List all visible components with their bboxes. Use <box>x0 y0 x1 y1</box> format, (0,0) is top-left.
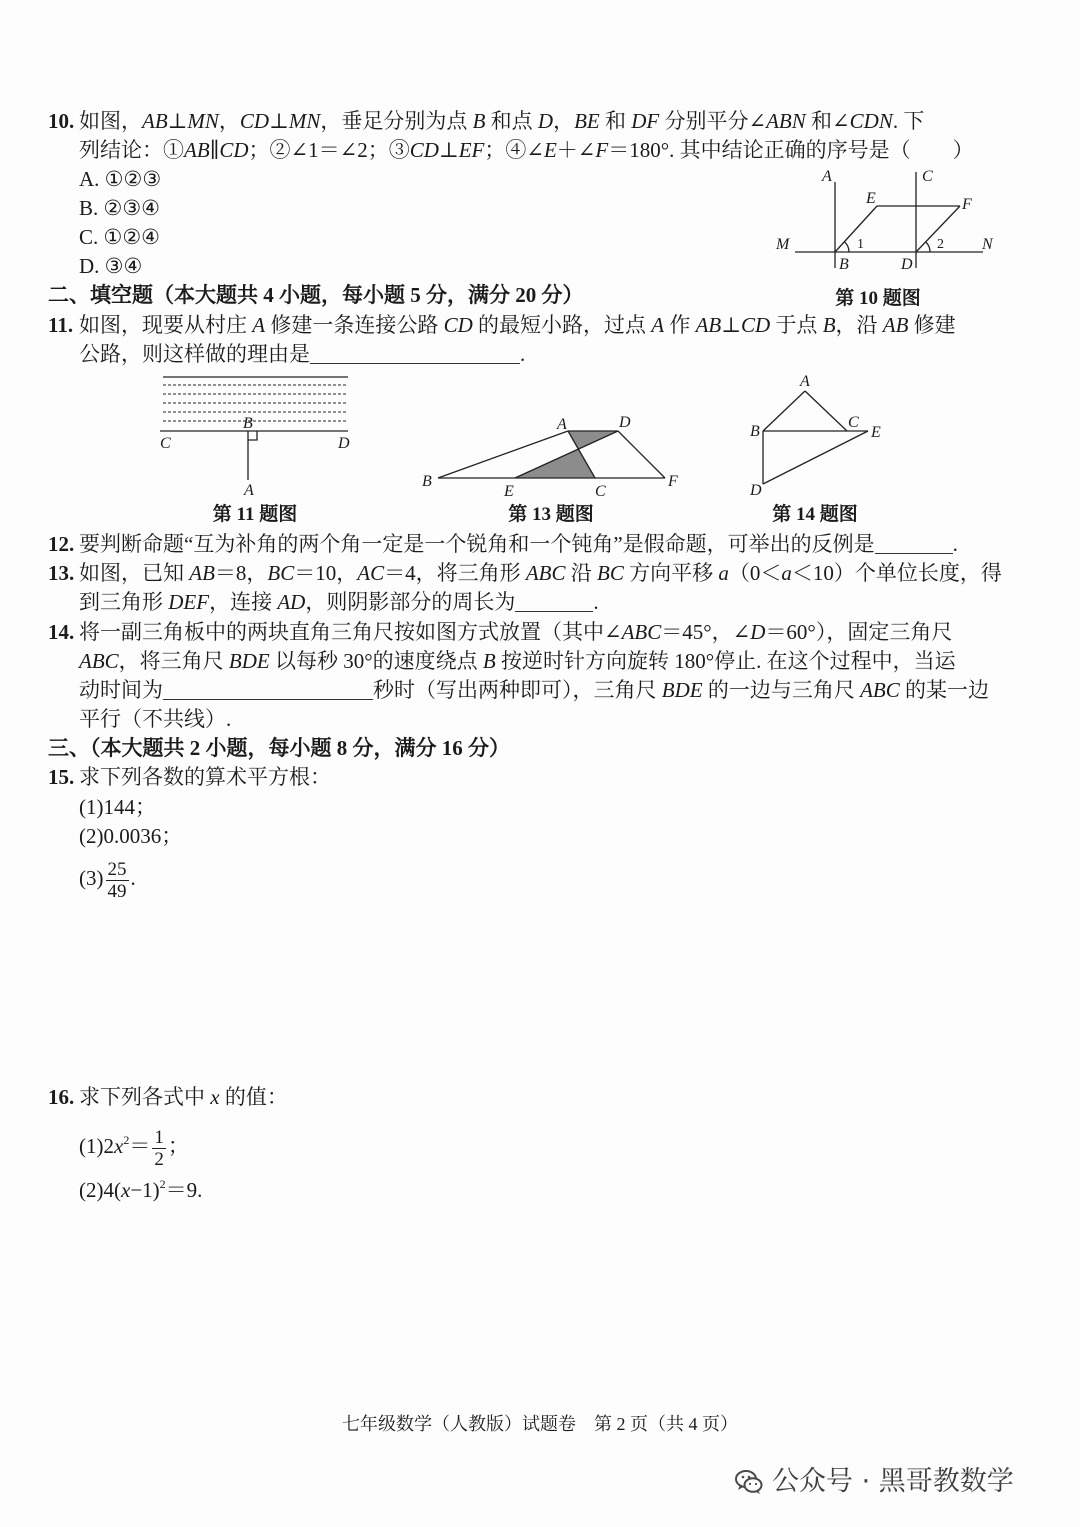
label-angle-1: 1 <box>857 237 864 252</box>
wechat-icon <box>734 1467 764 1497</box>
label-d: D <box>901 256 913 273</box>
math-variable: BDE <box>661 678 703 702</box>
text-run: ⊥ <box>438 138 459 162</box>
segment-ab <box>763 391 805 431</box>
label-b: B <box>750 423 760 440</box>
q15-line-1 <box>48 763 331 792</box>
text-run: ＜10）个单位长度，得 <box>791 561 1002 585</box>
math-variable: AB <box>189 561 215 585</box>
text-run: 列结论：① <box>79 138 184 162</box>
text-run: ， <box>218 109 240 133</box>
text-run: 和点 <box>485 109 538 133</box>
q11-text <box>79 342 310 366</box>
question-number: 16. <box>48 1085 75 1109</box>
math-variable: CD <box>409 138 439 162</box>
q15-item-1: (1)144； <box>79 795 156 819</box>
label-d: D <box>750 482 762 499</box>
text-run: 要判断命题“互为补角的两个角一定是一个锐角和一个钝角”是假命题，可举出的反例是 <box>79 532 875 556</box>
watermark-text: 公众号 · 黑哥教数学 <box>772 1466 1014 1497</box>
q13-period: . <box>593 590 599 614</box>
text-run: 的最短小路，过点 <box>472 313 652 337</box>
math-variable: B <box>822 313 836 337</box>
superscript: 2 <box>123 1133 130 1147</box>
q14-stem <box>79 620 952 644</box>
denominator: 2 <box>154 1148 164 1170</box>
figure-q11-caption: 第 11 题图 <box>212 504 298 525</box>
math-variable: AC <box>357 561 385 585</box>
text-run: 动时间为 <box>79 678 163 702</box>
question-number: 12. <box>48 532 75 556</box>
text-run: 的某一边 <box>899 678 989 702</box>
text-run: ＝180°. 其中结论正确的序号是（ ） <box>608 138 974 162</box>
text-run: (1)2 <box>79 1134 114 1158</box>
equation-left <box>79 1134 150 1158</box>
right-angle-mark <box>248 431 257 440</box>
math-variable: A <box>252 313 266 337</box>
text-run: ⊥ <box>721 313 741 337</box>
math-variable: CD <box>239 109 270 133</box>
numerator: 25 <box>107 858 127 880</box>
label-c: C <box>848 414 859 431</box>
text-run: ＝4，将三角形 <box>384 561 526 585</box>
math-variable: ABC <box>525 561 566 585</box>
text-run: ，垂足分别为点 <box>320 109 473 133</box>
text-run: 于点 <box>770 313 823 337</box>
segment-be <box>835 206 877 252</box>
math-variable: x <box>114 1134 124 1158</box>
text-run: ∥ <box>209 138 220 162</box>
label-n: N <box>982 236 993 253</box>
math-variable: A <box>651 313 665 337</box>
angle-1-arc <box>844 242 849 252</box>
math-variable: ABC <box>860 678 900 702</box>
text-run: (2)4( <box>79 1178 121 1202</box>
label-a: A <box>244 482 254 499</box>
figure-q10-caption: 第 10 题图 <box>835 288 921 309</box>
q14-line-2 <box>79 647 956 676</box>
figure-q13-caption: 第 13 题图 <box>508 504 594 525</box>
math-variable: CD <box>443 313 473 337</box>
q11-line-1 <box>48 311 956 340</box>
text-run: 如图，现要从村庄 <box>79 313 253 337</box>
text-run: ；②∠1＝∠2；③ <box>248 138 410 162</box>
text-run: 和∠ <box>805 109 850 133</box>
math-variable: E <box>543 138 557 162</box>
answer-blank <box>163 677 373 700</box>
answer-blank <box>310 341 520 364</box>
math-variable: AB <box>184 138 210 162</box>
label-f: F <box>962 196 972 213</box>
text-run: ＝8， <box>214 561 268 585</box>
label-angle-2: 2 <box>937 237 944 252</box>
math-variable: x <box>210 1085 220 1109</box>
label-d: D <box>338 435 350 452</box>
question-number: 14. <box>48 620 75 644</box>
item-label: (3) <box>79 866 104 890</box>
q10-option-d: D. ③④ <box>79 254 143 278</box>
q16-line-1 <box>48 1083 288 1112</box>
text-run: 和 <box>599 109 632 133</box>
math-variable: DEF <box>168 590 210 614</box>
angle-2-arc <box>926 242 930 252</box>
q15-item-3 <box>79 854 136 902</box>
math-variable: BDE <box>228 649 270 673</box>
q10-line-1 <box>48 107 924 136</box>
q10-option-a: A. ①②③ <box>79 167 162 191</box>
section-3-title: 三、（本大题共 2 小题，每小题 8 分，满分 16 分） <box>48 736 510 760</box>
label-e: E <box>866 190 876 207</box>
figure-q10 <box>770 165 1000 280</box>
label-a: A <box>822 168 832 185</box>
math-variable: ABC <box>621 620 662 644</box>
math-variable: CD <box>741 313 771 337</box>
figure-q13 <box>415 405 685 500</box>
math-variable: DF <box>631 109 660 133</box>
q13-line-1 <box>48 559 1002 588</box>
text-run: . 下 <box>892 109 925 133</box>
label-m: M <box>776 236 790 253</box>
text-run: 如图，已知 <box>79 561 190 585</box>
denominator: 49 <box>107 880 127 902</box>
label-d: D <box>619 414 631 431</box>
label-b: B <box>839 256 849 273</box>
label-a: A <box>557 416 567 433</box>
math-variable: MN <box>288 109 321 133</box>
text-run: ＋∠ <box>556 138 596 162</box>
item-period: . <box>130 866 136 890</box>
label-f: F <box>668 473 678 490</box>
text-run: 到三角形 <box>79 590 169 614</box>
label-c: C <box>595 483 606 500</box>
math-variable: a <box>781 561 792 585</box>
math-variable: D <box>537 109 554 133</box>
text-run: ，将三角尺 <box>118 649 229 673</box>
numerator: 1 <box>154 1126 164 1148</box>
math-variable: AB <box>882 313 909 337</box>
figure-q14 <box>740 370 885 500</box>
q14-line-1 <box>48 618 952 647</box>
text-run: ；④∠ <box>484 138 544 162</box>
text-run: ，连接 <box>209 590 278 614</box>
math-variable: MN <box>187 109 219 133</box>
math-variable: D <box>750 620 766 644</box>
math-variable: ABN <box>766 109 806 133</box>
text-run: 将一副三角板中的两块直角三角尺按如图方式放置（其中∠ <box>79 620 622 644</box>
math-variable: BC <box>597 561 624 585</box>
q15-stem: 求下列各数的算术平方根： <box>79 765 331 789</box>
q14-text <box>79 678 163 702</box>
figure-q14-caption: 第 14 题图 <box>772 504 858 525</box>
text-run: 修建一条连接公路 <box>265 313 444 337</box>
q16-item-2 <box>79 1170 203 1202</box>
q11-period: . <box>520 342 526 366</box>
q11-line-2 <box>79 340 525 369</box>
superscript: 2 <box>159 1177 166 1191</box>
text-run: 求下列各式中 <box>79 1085 211 1109</box>
label-b: B <box>243 415 253 432</box>
answer-blank <box>875 531 953 554</box>
label-e: E <box>871 424 881 441</box>
label-e: E <box>504 483 514 500</box>
text-run: ⊥ <box>167 109 188 133</box>
text-run: ⊥ <box>269 109 289 133</box>
label-c: C <box>160 435 171 452</box>
q11-stem <box>79 313 956 337</box>
page-footer: 七年级数学（人教版）试题卷 第 2 页（共 4 页） <box>342 1414 738 1434</box>
math-variable: F <box>595 138 609 162</box>
text-run: 按逆时针方向旋转 180°停止. 在这个过程中，当运 <box>495 649 956 673</box>
q13-text <box>79 590 515 614</box>
math-variable: BC <box>267 561 295 585</box>
text-run: −1) <box>130 1178 160 1202</box>
label-c: C <box>922 168 933 185</box>
question-number: 15. <box>48 765 75 789</box>
q14-line-4: 平行（不共线）. <box>79 707 232 731</box>
math-variable: B <box>482 649 496 673</box>
label-a: A <box>800 373 810 390</box>
question-number: 11. <box>48 313 74 337</box>
q12-period: . <box>952 532 958 556</box>
question-number: 10. <box>48 109 75 133</box>
section-2-title: 二、填空题（本大题共 4 小题，每小题 5 分，满分 20 分） <box>48 283 584 307</box>
q13-stem <box>79 561 1002 585</box>
text-run: ＝60°），固定三角尺 <box>765 620 953 644</box>
segment-df <box>618 431 665 478</box>
fraction <box>106 859 129 902</box>
q16-item-1 <box>79 1116 189 1170</box>
text-run: 方向平移 <box>623 561 719 585</box>
math-variable: a <box>718 561 729 585</box>
text-run: 分别平分∠ <box>659 109 767 133</box>
text-run: ＝ <box>129 1134 151 1158</box>
math-variable: EF <box>458 138 485 162</box>
item-semicolon: ； <box>167 1134 189 1158</box>
q10-line-2 <box>79 136 974 165</box>
q12-line-1 <box>48 530 958 559</box>
text-run: ＝10， <box>294 561 358 585</box>
text-run: （0＜ <box>728 561 782 585</box>
q15-item-2: (2)0.0036； <box>79 824 183 848</box>
text-run: 作 <box>664 313 696 337</box>
fraction <box>152 1127 166 1170</box>
math-variable: AB <box>142 109 168 133</box>
segment-de <box>763 431 868 484</box>
math-variable: B <box>472 109 486 133</box>
text-run: 的值： <box>219 1085 288 1109</box>
question-number: 13. <box>48 561 75 585</box>
math-variable: CDN <box>849 109 893 133</box>
q12-stem <box>79 532 875 556</box>
text-run: 以每秒 30°的速度绕点 <box>269 649 483 673</box>
math-variable: AD <box>277 590 306 614</box>
text-run: 公路，则这样做的理由是 <box>79 342 310 366</box>
text-run: 秒时（写出两种即可），三角尺 <box>373 678 662 702</box>
text-run: 的一边与三角尺 <box>702 678 861 702</box>
math-variable: CD <box>219 138 249 162</box>
figure-q11 <box>155 368 355 498</box>
text-run: ＝9. <box>165 1178 203 1202</box>
segment-ac <box>805 391 847 431</box>
text-run: ，则阴影部分的周长为 <box>305 590 516 614</box>
math-variable: AB <box>695 313 722 337</box>
q14-text <box>373 678 989 702</box>
text-run: 沿 <box>565 561 598 585</box>
q14-line-3 <box>79 676 989 705</box>
text-run: ，沿 <box>835 313 883 337</box>
q10-option-b: B. ②③④ <box>79 196 160 220</box>
q16-stem <box>79 1085 288 1109</box>
q10-stem <box>79 109 924 133</box>
q13-line-2 <box>79 588 599 617</box>
math-variable: x <box>120 1178 131 1202</box>
label-b: B <box>422 473 432 490</box>
text-run: 如图， <box>79 109 142 133</box>
text-run: 修建 <box>908 313 956 337</box>
math-variable: ABC <box>79 649 119 673</box>
answer-blank <box>515 589 593 612</box>
text-run: ＝45°，∠ <box>661 620 751 644</box>
q10-option-c: C. ①②④ <box>79 225 160 249</box>
math-variable: BE <box>574 109 600 133</box>
text-run: ， <box>553 109 575 133</box>
